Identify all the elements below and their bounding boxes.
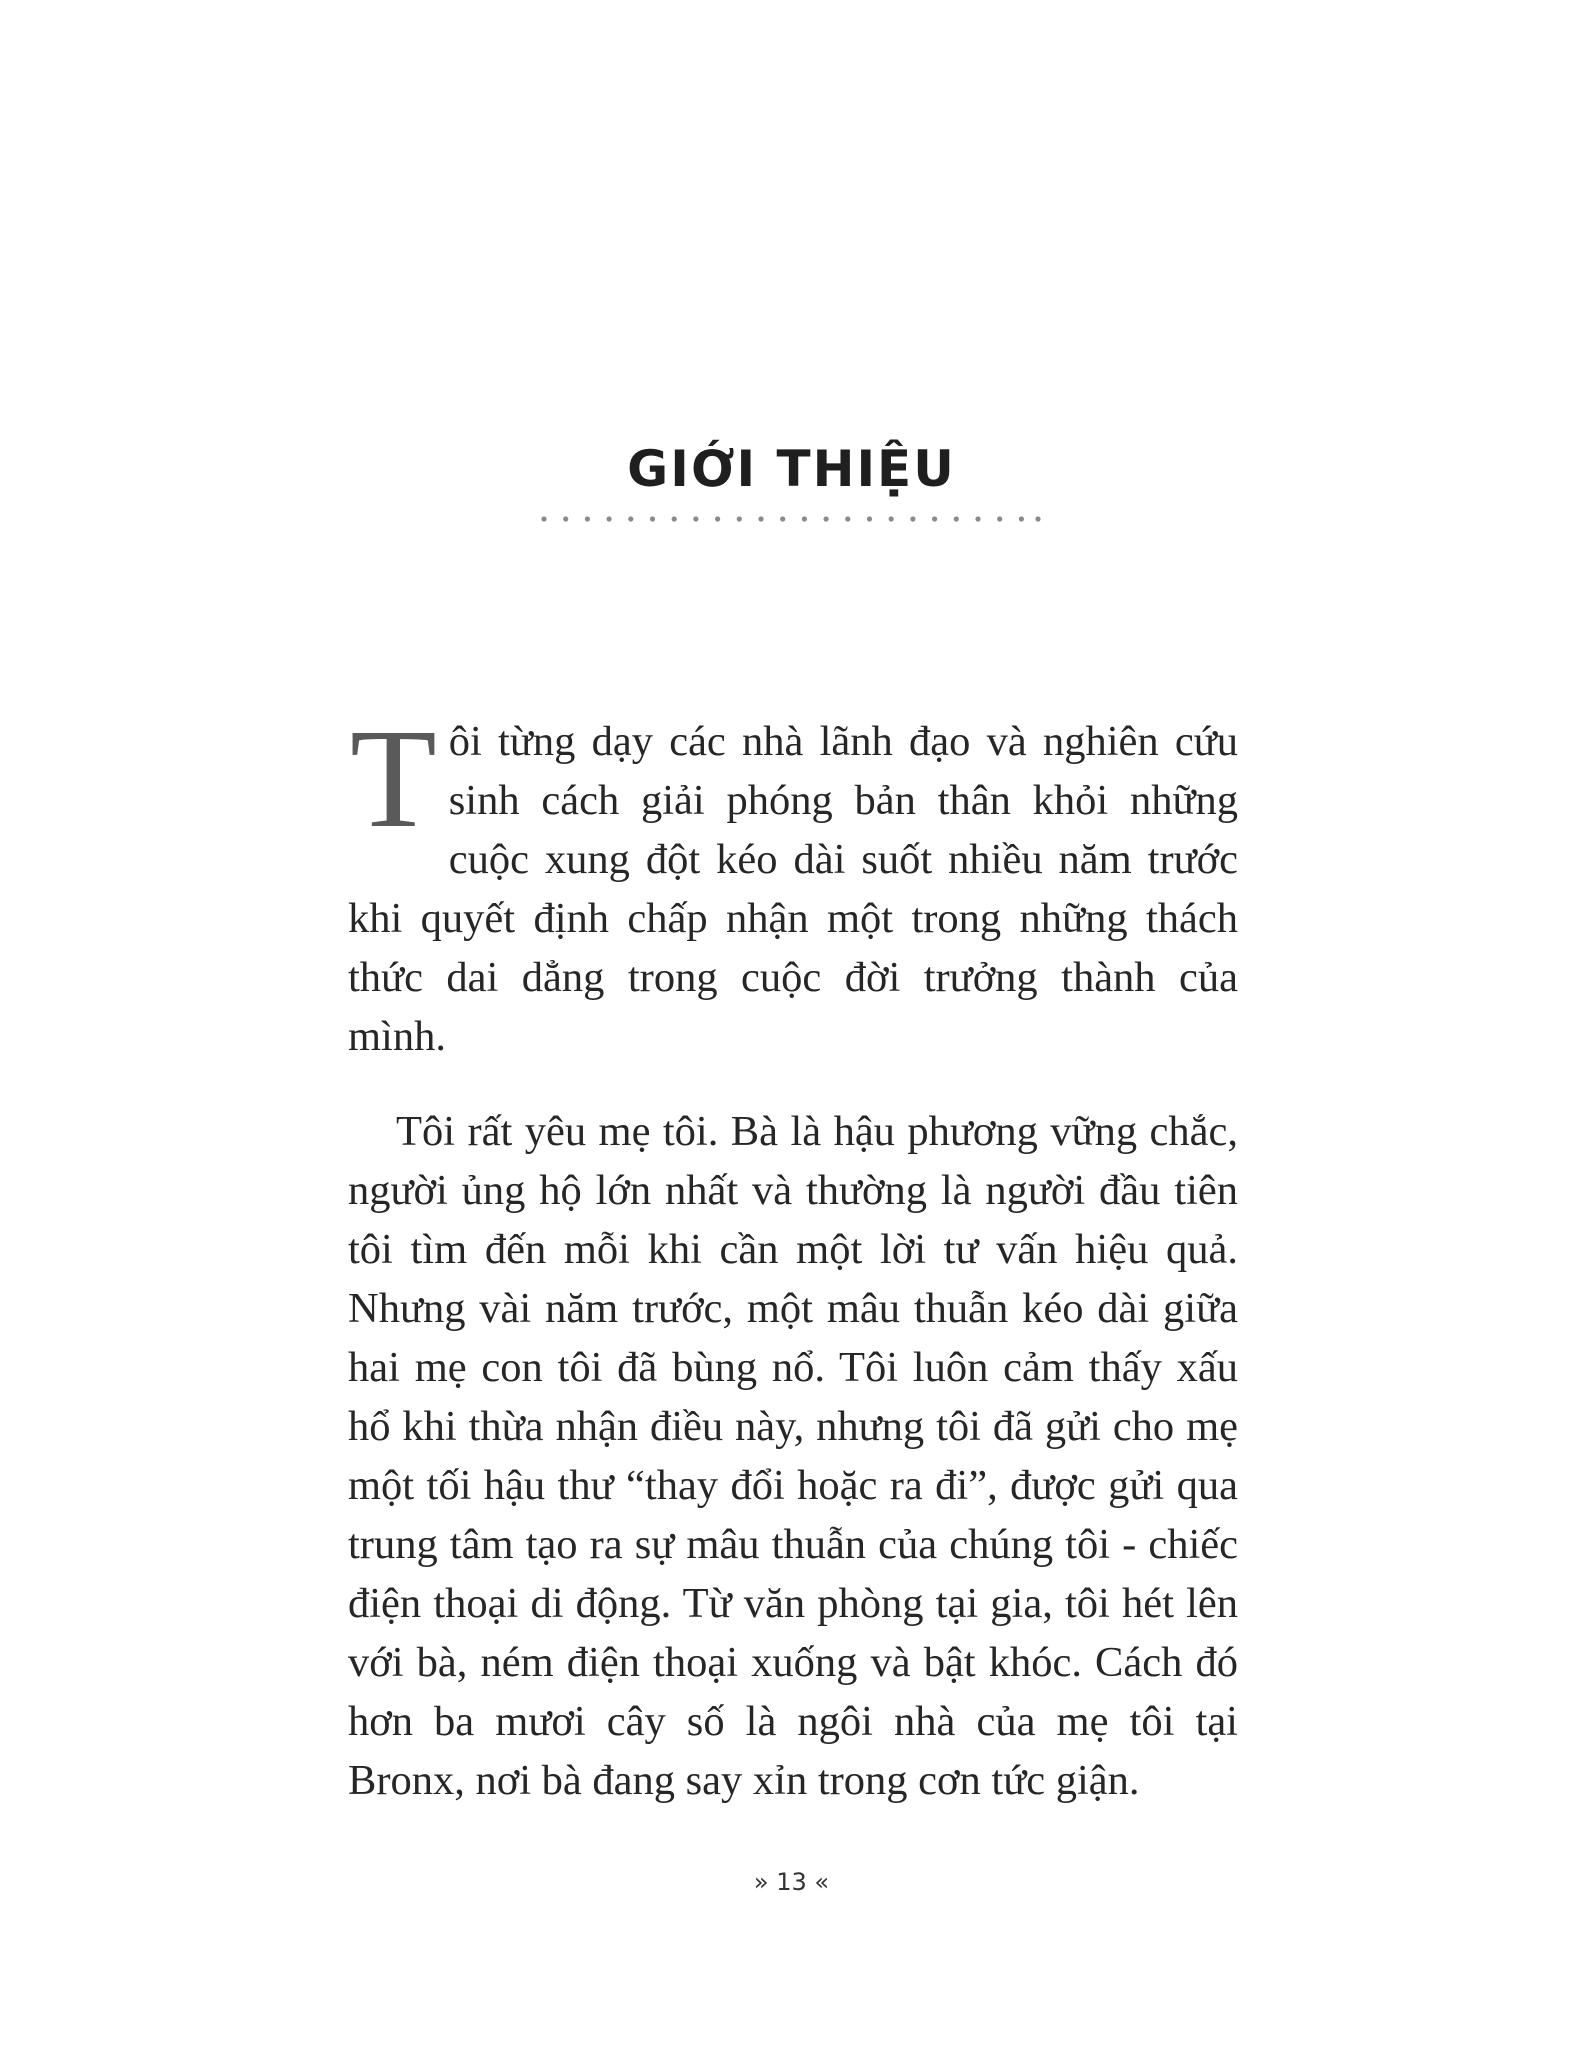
dotted-title-rule [540,515,1042,523]
drop-cap: T [350,699,437,857]
paragraph-2: Tôi rất yêu mẹ tôi. Bà là hậu phương vững chắc, người ủng hộ lớn nhất và thường là người đầu tiên tôi tìm đến mỗi khi cần một lời tư vấn hiệu quả. Nhưng vài năm trước, một mâu thuẫn kéo dài giữa hai mẹ con tôi đã bùng nổ. Tôi luôn cảm thấy xấu hổ khi thừa nhận điều này, nhưng tôi đã gửi cho mẹ một tối hậu thư “thay đổi hoặc ra đi”, được gửi qua trung tâm tạo ra sự mâu thuẫn của chúng tôi - chiếc điện thoại di động. Từ văn phòng tại gia, tôi hét lên với bà, ném điện thoại xuống và bật khóc. Cách đó hơn ba mươi cây số là ngôi nhà của mẹ tôi tại Bronx, nơi bà đang say xỉn trong cơn tức giận. [348,1108,1238,1804]
body-text [348,699,1238,1810]
chapter-title: GIỚI THIỆU [627,440,956,498]
page-number: » 13 « [753,1868,830,1896]
paragraph-1-text: ôi từng dạy các nhà lãnh đạo và nghiên cứu sinh cách giải phóng bản thân khỏi những cuộc xung đột kéo dài suốt nhiều năm trước khi quyết định chấp nhận một trong những thách thức dai dẳng trong cuộc đời trưởng thành của mình. [348,718,1238,1060]
paragraph-1 [348,699,1238,1066]
